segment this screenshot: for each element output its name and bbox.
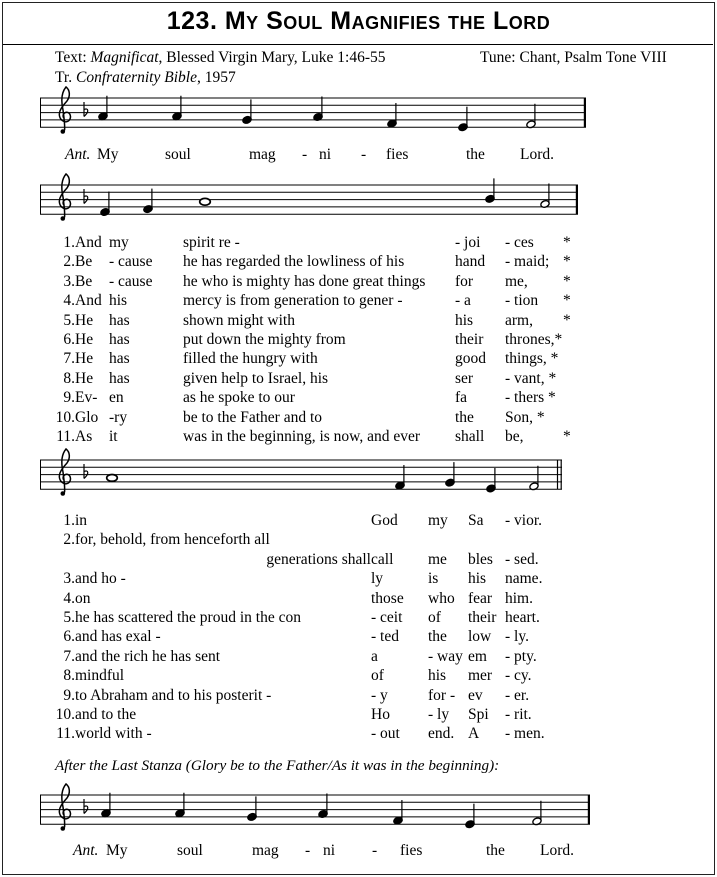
flat-sign-icon [84,799,88,814]
verse-text: to Abraham and to his posterit - [75,686,272,704]
lyric-syllable: fies [386,146,409,163]
verse-row [47,705,577,724]
verse-text: the [455,408,474,426]
verse-text: has [109,350,130,368]
verse-text: my [109,234,129,251]
verse-text: be, [505,428,524,446]
verse-text: given help to Israel, his [183,369,329,387]
lyric-syllable: Ant. [73,842,99,859]
verse-text: - way [428,647,463,665]
verse-text: * [563,234,571,251]
verse-text [505,530,577,549]
verse-staff-first-half [0,169,717,233]
flat-sign-icon [84,189,88,204]
page-title: 123. My Soul Magnifies the Lord [166,7,551,35]
text-source: Magnificat [90,49,159,66]
verse-text: fa [455,389,468,407]
verse-number [47,550,75,569]
verse-text: - ceit [371,609,403,627]
verse-text: * [563,311,571,329]
verse-text: thrones,* [505,331,563,349]
verse-text: * [563,253,571,271]
verse-text: is [428,570,439,588]
verse-text: put down the mighty from [183,331,346,349]
verse-text: for [455,272,474,290]
verse-text: he has regarded the lowliness of his [183,253,405,271]
verse-row [47,291,585,310]
verse-number: 7. [63,647,75,665]
verse-row [47,724,577,743]
verse-text: be to the Father and to [183,408,323,426]
verse-text: - thers * [505,389,556,407]
verse-text: me, [505,272,528,290]
verse-text: - ly. [505,628,529,646]
verse-row [47,550,577,569]
lyric-syllable: fies [400,842,423,859]
verse-text: filled the hungry with [183,350,318,368]
verse-number: 5. [63,609,75,627]
text-source-line [55,49,386,67]
verse-text: hand [455,253,486,271]
verse-text: he has scattered the proud in the con [75,609,301,627]
lyric-syllable: soul [165,146,191,163]
verse-text: heart. [505,609,540,627]
antiphon-lyrics-bottom [0,842,717,864]
verse-text: - vior. [505,512,543,529]
translation-rest: , 1957 [196,69,236,86]
antiphon-staff [0,82,717,146]
verse-text: And [75,292,102,310]
verse-row [47,647,577,666]
end-barline [576,185,578,214]
verse-text: fear [468,589,493,607]
antiphon-lyrics-top [0,146,717,168]
verse-text: arm, [505,311,533,329]
flat-sign-icon [84,464,88,479]
verse-number: 8. [63,667,75,685]
whole-note [200,198,211,205]
verse-text: - a [455,292,471,310]
verse-number: 9. [63,389,75,407]
verse-text [563,330,585,349]
verse-text: and the rich he has sent [75,647,221,665]
text-source-rest: , Blessed Virgin Mary, Luke 1:46-55 [158,49,386,66]
verses-second-half [47,511,577,744]
verse-text: Glo [75,408,99,426]
verse-number: 3. [63,272,75,290]
verse-row [47,589,577,608]
lyric-syllable: soul [177,842,203,859]
verse-text [428,530,468,549]
verse-staff-second-half [0,444,717,508]
verse-text: shown might with [183,311,295,329]
verse-text: * [563,428,571,446]
lyric-syllable: ni [319,146,332,163]
verse-text [563,369,585,388]
title-divider [3,44,713,45]
lyric-syllable: the [466,146,485,163]
verse-number: 11. [56,725,75,743]
end-barline [588,795,590,824]
verse-row [47,369,585,388]
verse-text: - ted [371,628,399,646]
verse-text: en [109,389,124,407]
verse-text: Be [75,272,93,290]
verse-number: 6. [63,331,75,349]
verse-text: of [428,609,441,627]
verse-row [47,349,585,368]
verse-text: - sed. [505,550,539,568]
verse-text: Spi [468,706,489,724]
verse-text: has [109,311,130,329]
verse-text: of [371,667,384,685]
verse-text [563,349,585,368]
verse-text: mer [468,667,493,685]
verse-number: 3. [63,570,75,588]
verse-text: low [468,628,492,646]
verse-text: his [468,570,487,588]
verse-row [47,608,577,627]
lyric-syllable: Lord. [520,146,555,163]
verse-text: and to the [75,706,137,724]
verse-text: their [468,609,497,627]
verse-text: - y [371,686,388,704]
verse-number: 1. [63,234,75,251]
verse-text: He [75,369,94,387]
verse-text: God [371,512,398,529]
verse-text: his [109,292,128,310]
verse-text: Son, * [505,408,545,426]
verse-text: a [371,647,378,665]
verse-text: for - [428,686,456,704]
verse-text: - tion [505,292,539,310]
verse-text: - vant, * [505,369,557,387]
lyric-syllable: mag [249,146,276,163]
lyric-syllable: - [361,146,367,163]
verse-text: his [428,667,447,685]
verse-row [47,686,577,705]
verse-text: He [75,311,94,329]
verse-text: - cy. [505,667,532,685]
verse-text: - cause [109,253,153,271]
verse-text: his [455,311,474,329]
verse-text: - rit. [505,706,532,724]
verse-text: ly [371,570,384,588]
verse-number: 9. [63,686,75,704]
verse-row [47,569,577,588]
verse-text: shall [455,428,485,446]
verse-row [47,252,585,271]
verse-number: 1. [63,512,75,529]
lyric-syllable: Lord. [540,842,575,859]
verse-text: it [109,428,118,446]
verse-row [47,627,577,646]
verse-row [47,330,585,349]
verse-row [47,408,585,427]
verse-text: and has exal - [75,628,161,646]
verse-text: Ev- [75,389,98,407]
verses-first-half [47,233,585,446]
verse-text: ev [468,686,483,704]
verse-text: call [371,550,394,568]
tune-info: Tune: Chant, Psalm Tone VIII [480,49,667,66]
verse-text: - cause [109,272,153,290]
verse-text: name. [505,570,543,588]
lyric-syllable: My [106,842,128,859]
verse-number: 10. [55,706,75,724]
verse-text: mercy is from generation to gener - [183,292,403,310]
lyric-syllable: My [97,146,119,163]
verse-text: my [428,512,448,529]
verse-text: -ry [109,408,128,426]
end-barline [584,98,586,127]
verse-number: 4. [63,292,75,310]
verse-number: 6. [63,628,75,646]
translation-label: Tr. [55,69,76,86]
verse-number: 4. [63,589,75,607]
verse-text: * [563,272,571,290]
verse-text: generations shall [266,550,371,568]
lyric-syllable: - [372,842,378,859]
verse-text: * [563,292,571,310]
verse-text: in [75,512,88,529]
verse-text: me [428,550,447,568]
verse-row [47,272,585,291]
flat-sign-icon [84,102,88,117]
verse-text: the [428,628,447,646]
verse-text: em [468,647,487,665]
lyric-syllable: ni [323,842,336,859]
antiphon-staff-repeat [0,779,717,843]
verse-number: 5. [63,311,75,329]
verse-text [371,530,428,549]
verse-text: as he spoke to our [183,389,295,407]
whole-note [107,474,118,481]
verse-text: has [109,369,130,387]
verse-text: who [428,589,455,607]
lyric-syllable: the [486,842,505,859]
lyric-syllable: - [302,146,308,163]
verse-row [47,233,585,252]
verse-number: 2. [63,531,75,549]
verse-row [47,388,585,407]
verse-text: - out [371,725,400,743]
verse-text: - men. [505,725,545,743]
verse-row [47,427,585,446]
verse-row [47,530,577,549]
verse-row [47,511,577,530]
verse-text: he who is mighty has done great things [183,272,426,290]
verse-text: spirit re - [183,234,240,251]
verse-text: those [371,589,404,607]
verse-number: 2. [63,253,75,271]
verse-text: Sa [468,512,484,529]
verse-text: - joi [455,234,481,251]
verse-text [563,408,585,427]
lyric-syllable: mag [252,842,279,859]
verse-number: 11. [56,428,75,446]
verse-text: on [75,589,91,607]
lyric-syllable: Ant. [65,146,91,163]
verse-number: 7. [63,350,75,368]
verse-text [468,530,505,549]
verse-text: their [455,331,484,349]
verse-text: He [75,350,94,368]
verse-text: - pty. [505,647,537,665]
verse-text: He [75,331,94,349]
verse-text: and ho - [75,570,126,588]
verse-text: And [75,234,102,251]
verse-text: A [468,725,480,743]
verse-number: 8. [63,369,75,387]
verse-text: was in the beginning, is now, and ever [183,428,421,446]
verse-text: Ho [371,706,390,724]
verse-text: good [455,350,486,368]
verse-text: bles [468,550,493,568]
verse-text: Be [75,253,93,271]
verse-text: - ly [428,706,450,724]
verse-text [563,388,585,407]
verse-text: things, * [505,350,559,368]
after-last-stanza-note: After the Last Stanza (Glory be to the Father/As it was in the beginning): [55,757,500,774]
verse-row [47,311,585,330]
lyric-syllable: - [305,842,311,859]
verse-text: end. [428,725,455,743]
verse-text: As [75,428,93,446]
verse-text: him. [505,589,533,607]
verse-text: mindful [75,667,125,685]
verse-text: - maid; [505,253,550,271]
verse-text: has [109,331,130,349]
verse-text: world with - [75,725,152,743]
verse-text: - er. [505,686,530,704]
verse-number: 10. [55,408,75,426]
translation-source: Confraternity Bible [75,69,197,86]
verse-text: for, behold, from henceforth all [75,531,270,549]
verse-text: - ces [505,234,534,251]
verse-row [47,666,577,685]
text-label: Text: [55,49,91,66]
verse-text: ser [455,369,474,387]
